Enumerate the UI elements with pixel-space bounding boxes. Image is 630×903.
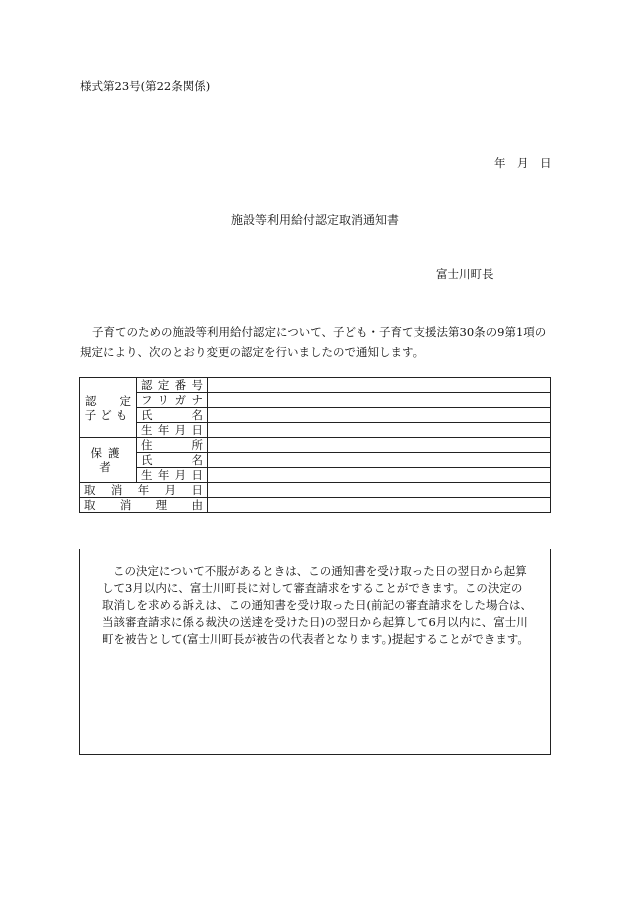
address-label: 住 所 — [137, 438, 208, 453]
cancel-reason-field[interactable] — [208, 498, 551, 513]
guardian-group-label: 保護者 — [80, 438, 137, 483]
cancel-date-label: 取消年月日 — [80, 483, 208, 498]
cert-number-label: 認定番号 — [137, 378, 208, 393]
child-group-label — [80, 378, 137, 438]
birth-date-label: 生年月日 — [137, 423, 208, 438]
guardian-name-label: 氏 名 — [137, 453, 208, 468]
appeal-notice-box — [79, 549, 551, 755]
date-line: 年 月 日 — [494, 156, 552, 170]
child-group-line2: 子ども — [84, 407, 132, 422]
cert-number-field[interactable] — [208, 378, 551, 393]
document-title: 施設等利用給付認定取消通知書 — [230, 213, 399, 227]
cancel-reason-label: 取消理由 — [80, 498, 208, 513]
cancel-date-field[interactable] — [208, 483, 551, 498]
guardian-birth-date-label: 生年月日 — [137, 468, 208, 483]
certification-table — [79, 377, 551, 513]
name-label: 氏 名 — [137, 408, 208, 423]
furigana-field[interactable] — [208, 393, 551, 408]
address-field[interactable] — [208, 438, 551, 453]
name-field[interactable] — [208, 408, 551, 423]
guardian-birth-date-field[interactable] — [208, 468, 551, 483]
birth-date-field[interactable] — [208, 423, 551, 438]
body-text: 子育てのための施設等利用給付認定について、子ども・子育て支援法第30条の9第1項の規定により、次のとおり変更の認定を行いましたので通知します。 — [80, 325, 547, 359]
guardian-name-field[interactable] — [208, 453, 551, 468]
appeal-notice-text: この決定について不服があるときは、この通知書を受け取った日の翌日から起算して3月以内に、富士川町長に対して審査請求をすることができます。この決定の取消しを求める訴えは、この通知書を受け取った日(前記の審査請求をした場合は、当該審査請求に係る裁決の送達を受けた日)の翌日から起算して6月以内に、富士川町を被告として(富士川町長が被告の代表者となります。)提起することができます。 — [102, 564, 532, 646]
form-number: 様式第23号(第22条関係) — [80, 79, 211, 93]
child-group-line1: 認 定 — [85, 393, 131, 408]
furigana-label: フリガナ — [137, 393, 208, 408]
issuer: 富士川町長 — [436, 267, 494, 281]
